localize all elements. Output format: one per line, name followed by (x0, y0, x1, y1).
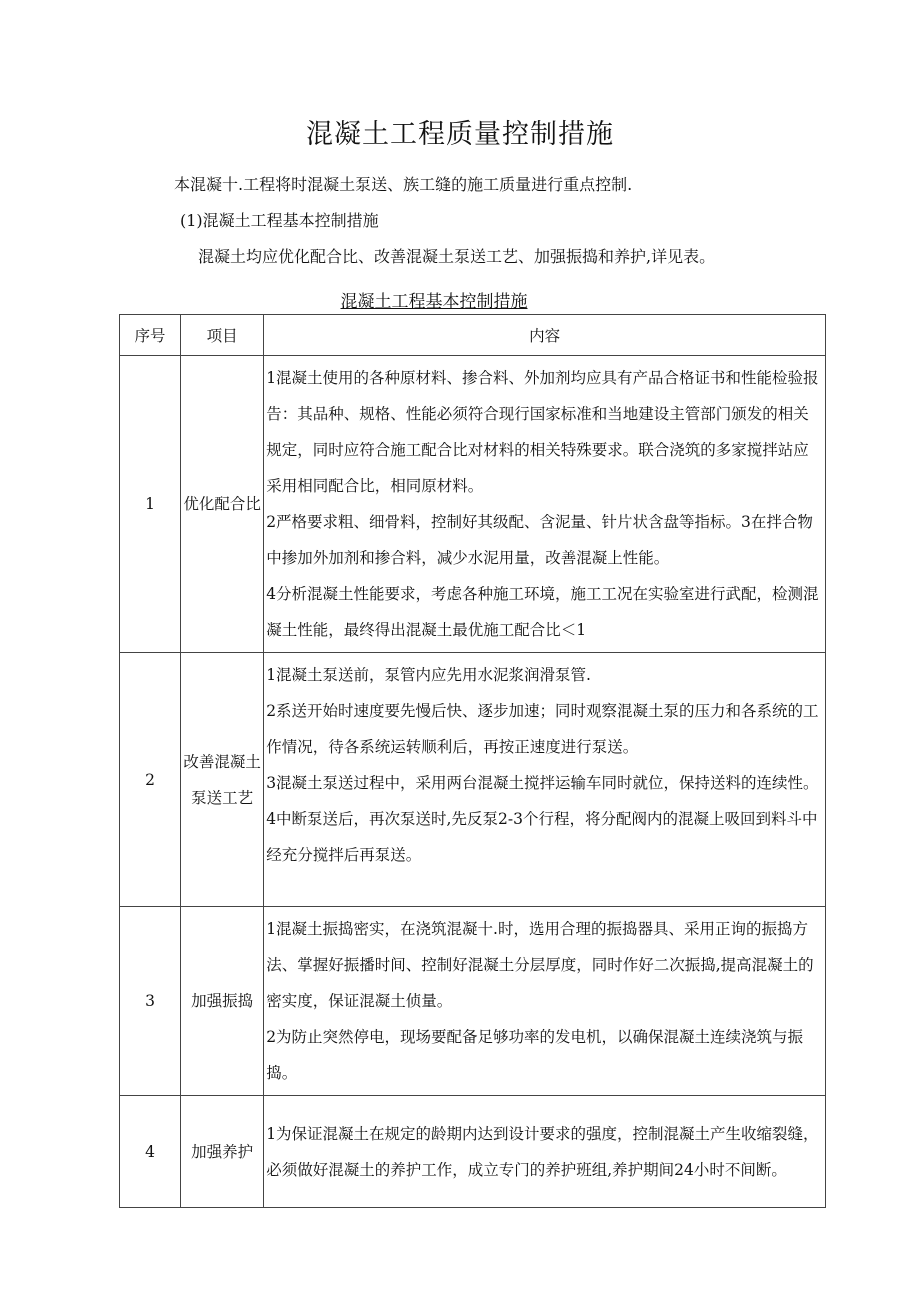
table-caption: 混凝土工程基本控制措施 (340, 292, 528, 312)
row-index: 1 (120, 356, 181, 653)
table-row (120, 356, 826, 653)
content-paragraph: 2为防止突然停电，现场要配备足够功率的发电机，以确保混凝土连续浇筑与振捣。 (266, 1028, 804, 1082)
table-row (120, 653, 826, 907)
row-content (264, 907, 826, 1096)
header-content: 内容 (264, 315, 826, 356)
header-index: 序号 (120, 315, 181, 356)
section-paragraph: 混凝土均应优化配合比、改善混凝土泵送工艺、加强振捣和养护,详见表。 (198, 247, 716, 266)
table-row (120, 1096, 826, 1208)
content-paragraph: 3混凝土泵送过程中，采用两台混凝土搅拌运输车同时就位，保持送料的连续性。 (266, 774, 819, 792)
table-header-row (120, 315, 826, 356)
row-content (264, 1096, 826, 1208)
row-content (264, 356, 826, 653)
content-paragraph: 4中断泵送后，再次泵送时,先反泵2-3个行程，将分配阀内的混凝上吸回到料斗中经充分搅拌后再泵送。 (266, 810, 818, 864)
row-item: 改善混凝土泵送工艺 (181, 653, 264, 907)
page-title: 混凝土工程质量控制措施 (306, 119, 614, 150)
row-item: 加强振捣 (181, 907, 264, 1096)
content-paragraph: 2严格要求粗、细骨料，控制好其级配、含泥量、针片状含盘等指标。3在拌合物中掺加外加剂和掺合料，减少水泥用量，改善混凝上性能。 (266, 513, 813, 567)
table-row (120, 907, 826, 1096)
row-index: 3 (120, 907, 181, 1096)
row-index: 2 (120, 653, 181, 907)
row-index: 4 (120, 1096, 181, 1208)
content-paragraph: 2系送开始时速度要先慢后快、逐步加速；同时观察混凝土泵的压力和各系统的工作情况，待各系统运转顺利后，再按正速度进行泵送。 (266, 702, 819, 756)
content-paragraph: 1混凝土泵送前，泵管内应先用水泥浆润滑泵管. (266, 666, 591, 684)
row-item: 加强养护 (181, 1096, 264, 1208)
section-heading: (1)混凝土工程基本控制措施 (180, 211, 379, 230)
row-item: 优化配合比 (181, 356, 264, 653)
intro-paragraph: 本混凝十.工程将时混凝土泵送、族工缝的施工质量进行重点控制. (174, 175, 633, 194)
row-content (264, 653, 826, 907)
control-measures-table (119, 314, 826, 1208)
content-paragraph: 1混凝土使用的各种原材料、掺合料、外加剂均应具有产品合格证书和性能检验报告：其品种、规格、性能必须符合现行国家标准和当地建设主管部门颁发的相关规定，同时应符合施工配合比对材料的相关特殊要求。联合浇筑的多家搅拌站应采用相同配合比，相同原材料。 (266, 369, 819, 495)
content-paragraph: 4分析混凝土性能要求，考虑各种施工环境，施工工况在实验室进行武配，检测混凝土性能，最终得出混凝土最优施工配合比＜1 (266, 585, 819, 639)
header-item: 项目 (181, 315, 264, 356)
content-paragraph: 1混凝土振捣密实，在浇筑混凝十.时，选用合理的振捣器具、采用正询的振捣方法、掌握好振播时间、控制好混凝土分层厚度，同时作好二次振捣,提高混凝土的密实度，保证混凝土侦量。 (266, 920, 814, 1010)
content-paragraph: 1为保证混凝土在规定的龄期内达到设计要求的强度，控制混凝土产生收缩裂缝，必须做好混凝土的养护工作，成立专门的养护班组,养护期间24小时不间断。 (266, 1124, 819, 1179)
